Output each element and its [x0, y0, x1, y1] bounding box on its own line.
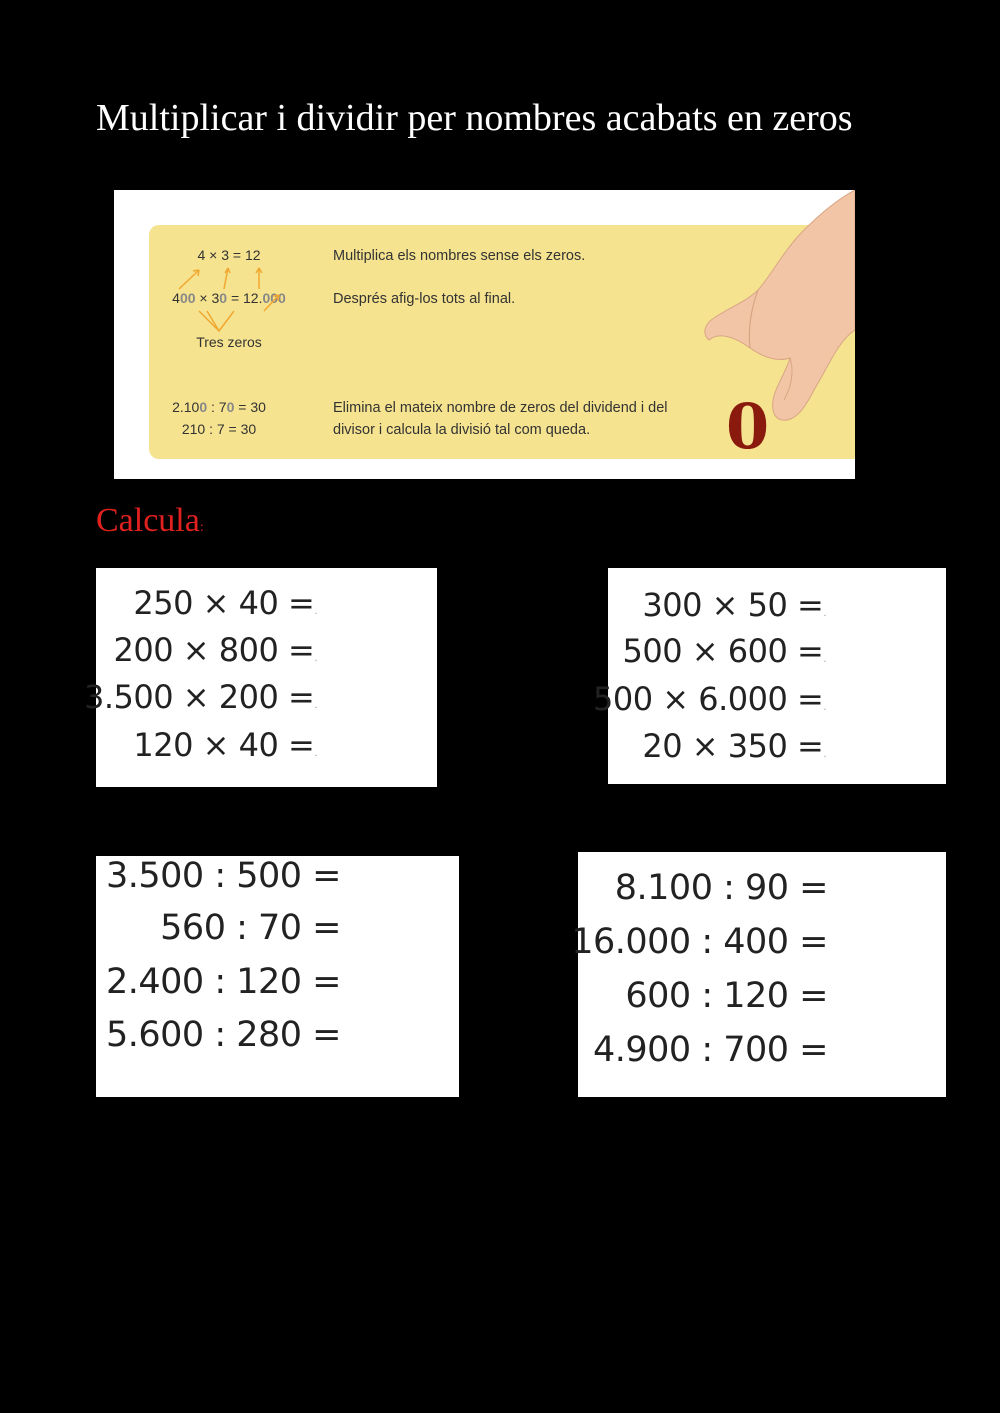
- exercise-box-divide-1: [96, 856, 459, 1097]
- answer-mark: .: [823, 654, 826, 665]
- exercise-box-multiply-2: [592, 568, 946, 784]
- rule-desc-multiply: Multiplica els nombres sense els zeros.: [333, 248, 586, 264]
- exercise-text: 3.500 × 200 =: [83, 678, 315, 716]
- ex2-zeros: 0: [219, 290, 228, 306]
- exercise-line[interactable]: 8.100 : 90 =: [614, 868, 828, 908]
- exercise-line[interactable]: [642, 727, 826, 765]
- answer-mark: .: [314, 700, 317, 711]
- ex2-part: 4: [172, 290, 180, 306]
- rule-illustration: [114, 190, 855, 479]
- exercise-line[interactable]: [642, 586, 826, 624]
- exercise-line[interactable]: 16.000 : 400 =: [571, 922, 828, 962]
- calc-heading: [96, 502, 204, 540]
- exercise-line[interactable]: 4.900 : 700 =: [593, 1030, 828, 1070]
- exercise-line[interactable]: [133, 584, 317, 622]
- rule-desc-divide-line1: Elimina el mateix nombre de zeros del dividend i del: [333, 400, 668, 416]
- ex4-part: 2.10: [172, 399, 200, 415]
- example-div-zeros: [149, 399, 289, 415]
- rule-desc-append-zeros: Després afig-los tots al final.: [333, 291, 516, 307]
- exercise-line[interactable]: 560 : 70 =: [160, 908, 341, 948]
- rule-desc-divide-line2: divisor i calcula la divisió tal com queda.: [333, 422, 591, 438]
- exercise-text: 20 × 350 =: [642, 727, 824, 765]
- ex4-part: = 30: [234, 399, 266, 415]
- answer-mark: .: [823, 702, 826, 713]
- exercise-box-multiply-1: [83, 568, 437, 787]
- zero-glyph: 0: [726, 390, 770, 459]
- exercise-line[interactable]: [114, 631, 317, 669]
- ex2-zeros: 000: [262, 290, 286, 306]
- ex2-part: × 3: [195, 290, 220, 306]
- page-title: Multiplicar i dividir per nombres acabats en zeros: [96, 97, 853, 139]
- arrows-icon: [169, 265, 299, 335]
- exercise-text: 500 × 6.000 =: [592, 680, 824, 718]
- exercise-line[interactable]: [623, 632, 826, 670]
- calc-heading-colon: :: [199, 520, 204, 535]
- exercise-text: 200 × 800 =: [113, 631, 315, 669]
- example-mult-simple: 4 × 3 = 12: [197, 247, 261, 263]
- ex4-zeros: 0: [226, 399, 235, 415]
- exercise-line[interactable]: [84, 678, 317, 716]
- answer-mark: .: [314, 748, 317, 759]
- answer-mark: .: [823, 749, 826, 760]
- hand-icon: [654, 190, 855, 459]
- exercise-line[interactable]: [133, 726, 317, 764]
- exercise-line[interactable]: 3.500 : 500 =: [106, 856, 341, 896]
- ex4-zeros: 0: [199, 399, 208, 415]
- ex2-part: = 12.: [227, 290, 263, 306]
- ex4-part: : 7: [207, 399, 227, 415]
- exercise-line[interactable]: 2.400 : 120 =: [106, 962, 341, 1002]
- exercise-text: 250 × 40 =: [133, 584, 315, 622]
- answer-mark: .: [314, 606, 317, 617]
- answer-mark: .: [823, 608, 826, 619]
- exercise-text: 300 × 50 =: [642, 586, 824, 624]
- example-div-simple: 210 : 7 = 30: [181, 421, 257, 437]
- exercise-box-divide-2: [571, 852, 946, 1097]
- exercise-line[interactable]: [593, 680, 826, 718]
- exercise-line[interactable]: 600 : 120 =: [625, 976, 828, 1016]
- ex2-zeros: 00: [179, 290, 196, 306]
- answer-mark: .: [314, 653, 317, 664]
- exercise-text: 500 × 600 =: [622, 632, 824, 670]
- exercise-text: 120 × 40 =: [133, 726, 315, 764]
- exercise-line[interactable]: 5.600 : 280 =: [106, 1015, 341, 1055]
- calc-heading-text: Calcula: [96, 502, 200, 539]
- example-three-zeros-label: Tres zeros: [196, 334, 262, 350]
